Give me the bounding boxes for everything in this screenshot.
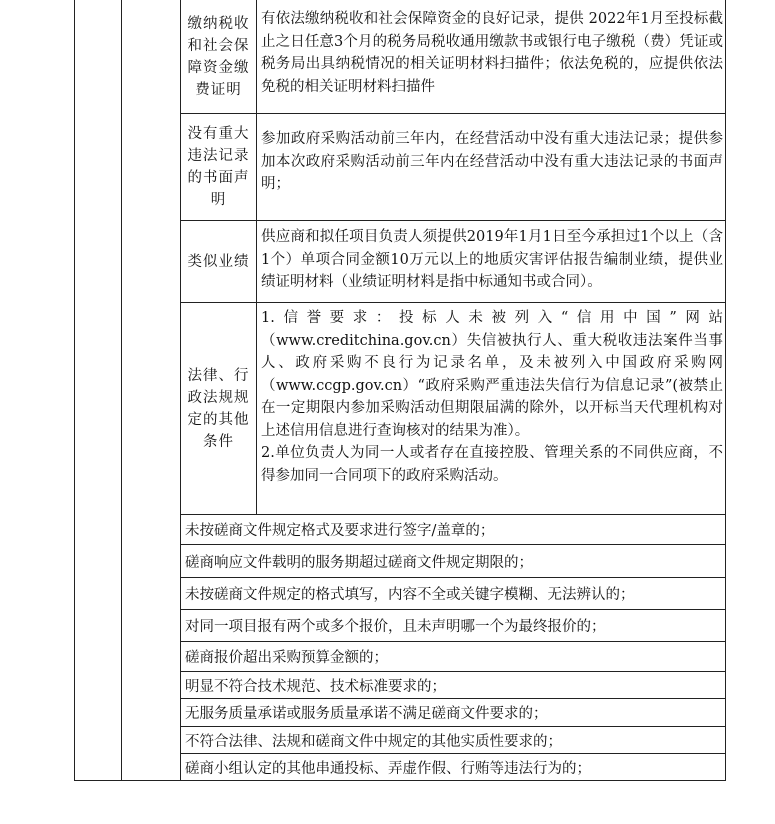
row-label: [181, 0, 257, 113]
table-row-no-violation: [181, 114, 725, 221]
row-label-text: 类似业绩: [187, 253, 250, 270]
list-item: 磋商小组认定的其他串通投标、弄虚作假、行贿等违法行为的；: [185, 761, 591, 777]
list-item: 未按磋商文件规定格式及要求进行签字/盖章的；: [181, 515, 725, 545]
row-content: [258, 303, 725, 514]
row-content-paragraph: 2.单位负责人为同一人或者存在直接控股、管理关系的不同供应商，不得参加同一合同项下的政府采购活动。: [261, 445, 723, 484]
row-label-text: 缴纳税收和社会保障资金缴费证明: [187, 15, 250, 98]
row-content-paragraph: 有依法缴纳税收和社会保障资金的良好记录，提供 2022年1月至投标截止之日任意3个月的税务局税收通用缴款书或银行电子缴税（费）凭证或税务局出具纳税情况的相关证明材料扫描件；依法免税的，应提供依法免税的相关证明材料扫描件: [261, 11, 723, 95]
row-label: [181, 303, 257, 514]
row-label: [181, 221, 257, 302]
table-column-category: [122, 0, 181, 780]
list-item: 未按磋商文件规定的格式填写，内容不全或关键字模糊、无法辨认的；: [181, 578, 725, 610]
row-content-paragraph: 供应商和拟任项目负责人须提供2019年1月1日至今承担过1个以上（含1个）单项合同金额10万元以上的地质灾害评估报告编制业绩，提供业绩证明材料（业绩证明材料是指中标通知书或合同）。: [261, 229, 723, 290]
list-item: 对同一项目报有两个或多个报价，且未声明哪一个为最终报价的；: [181, 610, 725, 642]
table-row-tax-proof: [181, 0, 725, 114]
requirements-table: [74, 0, 726, 781]
list-item: 不符合法律、法规和磋商文件中规定的其他实质性要求的；: [181, 727, 725, 754]
row-label-text: 没有重大违法记录的书面声明: [187, 126, 250, 208]
row-content-paragraph: 参加政府采购活动前三年内，在经营活动中没有重大违法记录；提供参加本次政府采购活动前三年内在经营活动中没有重大违法记录的书面声明；: [261, 131, 723, 192]
row-content: [258, 221, 725, 302]
list-item: 磋商响应文件载明的服务期超过磋商文件规定期限的；: [181, 545, 725, 578]
list-item: 无服务质量承诺或服务质量承诺不满足磋商文件要求的；: [181, 699, 725, 727]
row-content-paragraph: 1.信誉要求：投标人未被列入“信用中国”网站（www.creditchina.gov.cn）失信被执行人、重大税收违法案件当事人、政府采购不良行为记录名单，及未被列入中国政府采购网（www.ccgp.gov.cn）“政府采购严重违法失信行为信息记录”(被禁止在一定期限内参加采购活动但期限届满的除外，以开标当天代理机构对上述信用信息进行查询核对的结果为准）。: [261, 310, 723, 439]
table-row-similar-performance: [181, 221, 725, 303]
list-item: 明显不符合技术规范、技术标准要求的；: [181, 672, 725, 699]
row-label-text: 法律、行政法规规定的其他条件: [187, 367, 250, 450]
row-content: [258, 114, 725, 220]
table-detail-column: [181, 0, 726, 780]
row-content: [258, 0, 725, 113]
table-column-index: [75, 0, 122, 780]
row-label: [181, 114, 257, 220]
list-item: 磋商报价超出采购预算金额的；: [181, 642, 725, 672]
table-row-other-conditions: [181, 303, 725, 515]
